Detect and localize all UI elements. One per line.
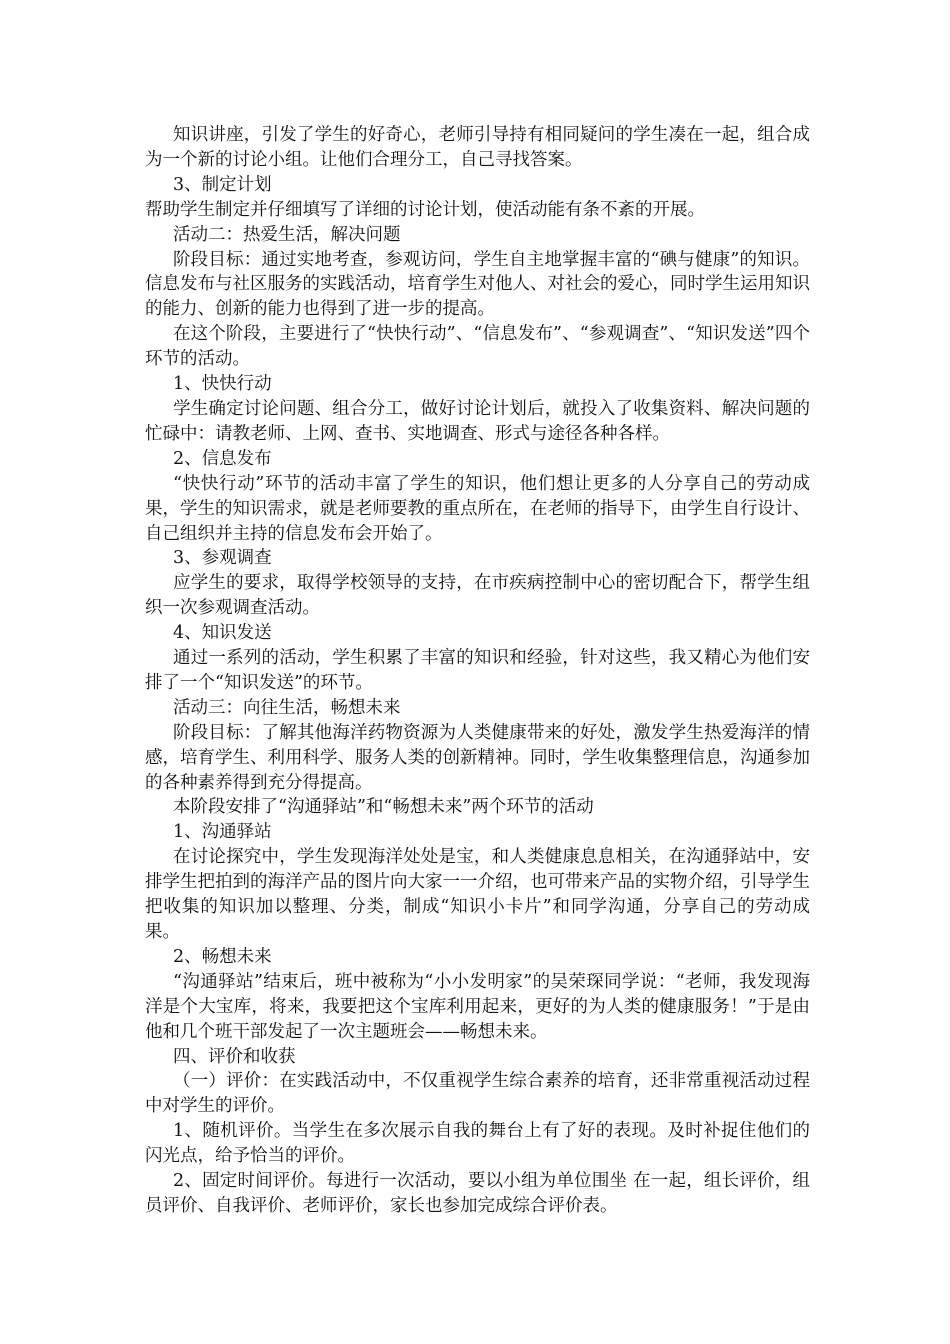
paragraph: 2、固定时间评价。每进行一次活动，要以小组为单位围坐 在一起，组长评价，组员评价、自我评价、老师评价，家长也参加完成综合评价表。 xyxy=(145,1171,810,1216)
paragraph: 1、随机评价。当学生在多次展示自我的舞台上有了好的表现。及时补捉住他们的闪光点，给予恰当的评价。 xyxy=(145,1121,810,1167)
paragraph: 活动三：向往生活，畅想未来 xyxy=(173,697,401,718)
paragraph: 知识讲座，引发了学生的好奇心，老师引导持有相同疑问的学生凑在一起，组合成为一个新的讨论小组。让他们合理分工，自己寻找答案。 xyxy=(145,125,810,170)
paragraph: 活动二：热爱生活，解决问题 xyxy=(173,224,401,245)
paragraph: 在讨论探究中，学生发现海洋处处是宝，和人类健康息息相关，在沟通驿站中，安排学生把拍到的海洋产品的图片向大家一一介绍，也可带来产品的实物介绍，引导学生把收集的知识加以整理、分类，制成“知识小卡片”和同学沟通，分享自己的劳动成果。 xyxy=(145,847,810,942)
paragraph: 1、沟通驿站 xyxy=(173,822,272,843)
paragraph: 帮助学生制定并仔细填写了详细的讨论计划，使活动能有条不紊的开展。 xyxy=(145,199,705,220)
paragraph: 3、参观调查 xyxy=(173,548,272,569)
paragraph: 3、制定计划 xyxy=(173,174,272,195)
paragraph: 2、畅想未来 xyxy=(173,946,272,967)
paragraph: 学生确定讨论问题、组合分工，做好讨论计划后，就投入了收集资料、解决问题的忙碌中：请教老师、上网、查书、实地调查、形式与途径各种各样。 xyxy=(145,398,810,444)
paragraph: 阶段目标：了解其他海洋药物资源为人类健康带来的好处，激发学生热爱海洋的情感，培育学生、利用科学、服务人类的创新精神。同时，学生收集整理信息，沟通参加的各种素养得到充分得提高。 xyxy=(145,722,810,793)
paragraph: 本阶段安排了“沟通驿站”和“畅想未来”两个环节的活动 xyxy=(173,797,594,818)
paragraph: “沟通驿站”结束后，班中被称为“小小发明家”的吴荣琛同学说：“老师，我发现海洋是个大宝库，将来，我要把这个宝库利用起来，更好的为人类的健康服务！”于是由他和几个班干部发起了一次主题班会——畅想未来。 xyxy=(145,971,810,1042)
paragraph: （一）评价：在实践活动中，不仅重视学生综合素养的培育，还非常重视活动过程中对学生的评价。 xyxy=(145,1071,810,1117)
paragraph: “快快行动”环节的活动丰富了学生的知识，他们想让更多的人分享自己的劳动成果，学生的知识需求，就是老师要教的重点所在，在老师的指导下，由学生自行设计、自己组织并主持的信息发布会开始了。 xyxy=(145,473,810,544)
paragraph: 通过一系列的活动，学生积累了丰富的知识和经验，针对这些，我又精心为他们安排了一个“知识发送”的环节。 xyxy=(145,648,810,693)
paragraph: 在这个阶段，主要进行了“快快行动”、“信息发布”、“参观调查”、“知识发送”四个环节的活动。 xyxy=(145,324,810,370)
paragraph: 4、知识发送 xyxy=(173,623,272,644)
paragraph: 应学生的要求，取得学校领导的支持，在市疾病控制中心的密切配合下，帮学生组织一次参观调查活动。 xyxy=(145,573,810,619)
paragraph: 四、评价和收获 xyxy=(173,1046,296,1067)
paragraph: 2、信息发布 xyxy=(173,448,272,469)
paragraph: 1、快快行动 xyxy=(173,374,272,395)
document-body xyxy=(145,123,810,1219)
paragraph: 阶段目标：通过实地考查，参观访问，学生自主地掌握丰富的“碘与健康”的知识。信息发布与社区服务的实践活动，培育学生对他人、对社会的爱心，同时学生运用知识的能力、创新的能力也得到了进一步的提高。 xyxy=(145,249,810,320)
